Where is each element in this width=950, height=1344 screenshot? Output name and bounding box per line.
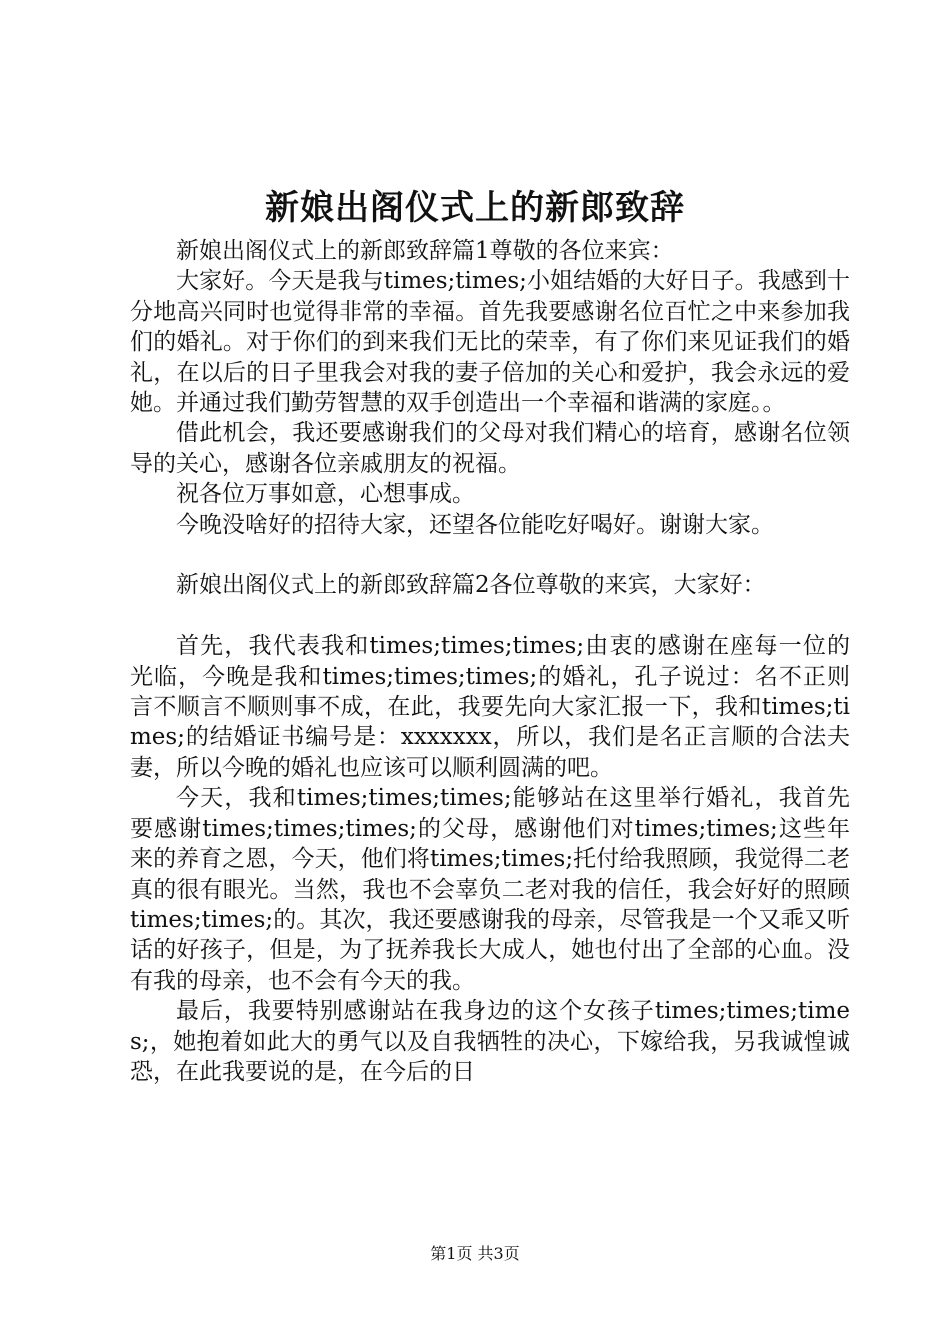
paragraph: 首先，我代表我和times;times;times;由衷的感谢在座每一位的光临，今晚是我和times;times;times;的婚礼，孔子说过：名不正则言不顺言不顺则事不成，在此，我要先向大家汇报一下，我和times;times;的结婚证书编号是：xxxxxxx，所以，我们是名正言顺的合法夫妻，所以今晚的婚礼也应该可以顺利圆满的吧。 (130, 633, 850, 781)
paragraph: 借此机会，我还要感谢我们的父母对我们精心的培育，感谢名位领导的关心，感谢各位亲戚朋友的祝福。 (130, 420, 850, 477)
paragraph: 最后，我要特别感谢站在我身边的这个女孩子times;times;times;，她抱着如此大的勇气以及自我牺牲的决心，下嫁给我，另我诚惶诚恐，在此我要说的是，在今后的日 (130, 998, 850, 1085)
paragraph: 大家好。今天是我与times;times;小姐结婚的大好日子。我感到十分地高兴同时也觉得非常的幸福。首先我要感谢名位百忙之中来参加我们的婚礼。对于你们的到来我们无比的荣幸，有了你们来见证我们的婚礼，在以后的日子里我会对我的妻子倍加的关心和爱护，我会永远的爱她。并通过我们勤劳智慧的双手创造出一个幸福和谐满的家庭。。 (130, 268, 850, 417)
paragraph-spacer (130, 540, 850, 570)
paragraph: 祝各位万事如意，心想事成。 (176, 481, 475, 508)
paragraph: 新娘出阁仪式上的新郎致辞篇2各位尊敬的来宾，大家好： (176, 572, 766, 599)
paragraph-spacer (130, 601, 850, 631)
paragraph: 今晚没啥好的招待大家，还望各位能吃好喝好。谢谢大家。 (176, 511, 774, 538)
document-body (130, 236, 850, 1087)
paragraph: 今天，我和times;times;times;能够站在这里举行婚礼，我首先要感谢times;times;times;的父母，感谢他们对times;times;这些年来的养育之恩，今天，他们将times;times;托付给我照顾，我觉得二老真的很有眼光。当然，我也不会辜负二老对我的信任，我会好好的照顾times;times;的。其次，我还要感谢我的母亲，尽管我是一个又乖又听话的好孩子，但是，为了抚养我长大成人，她也付出了全部的心血。没有我的母亲，也不会有今天的我。 (130, 785, 850, 994)
page-footer: 第1页 共3页 (430, 1244, 520, 1263)
document-title: 新娘出阁仪式上的新郎致辞 (265, 188, 685, 228)
paragraph: 新娘出阁仪式上的新郎致辞篇1尊敬的各位来宾： (176, 238, 674, 264)
